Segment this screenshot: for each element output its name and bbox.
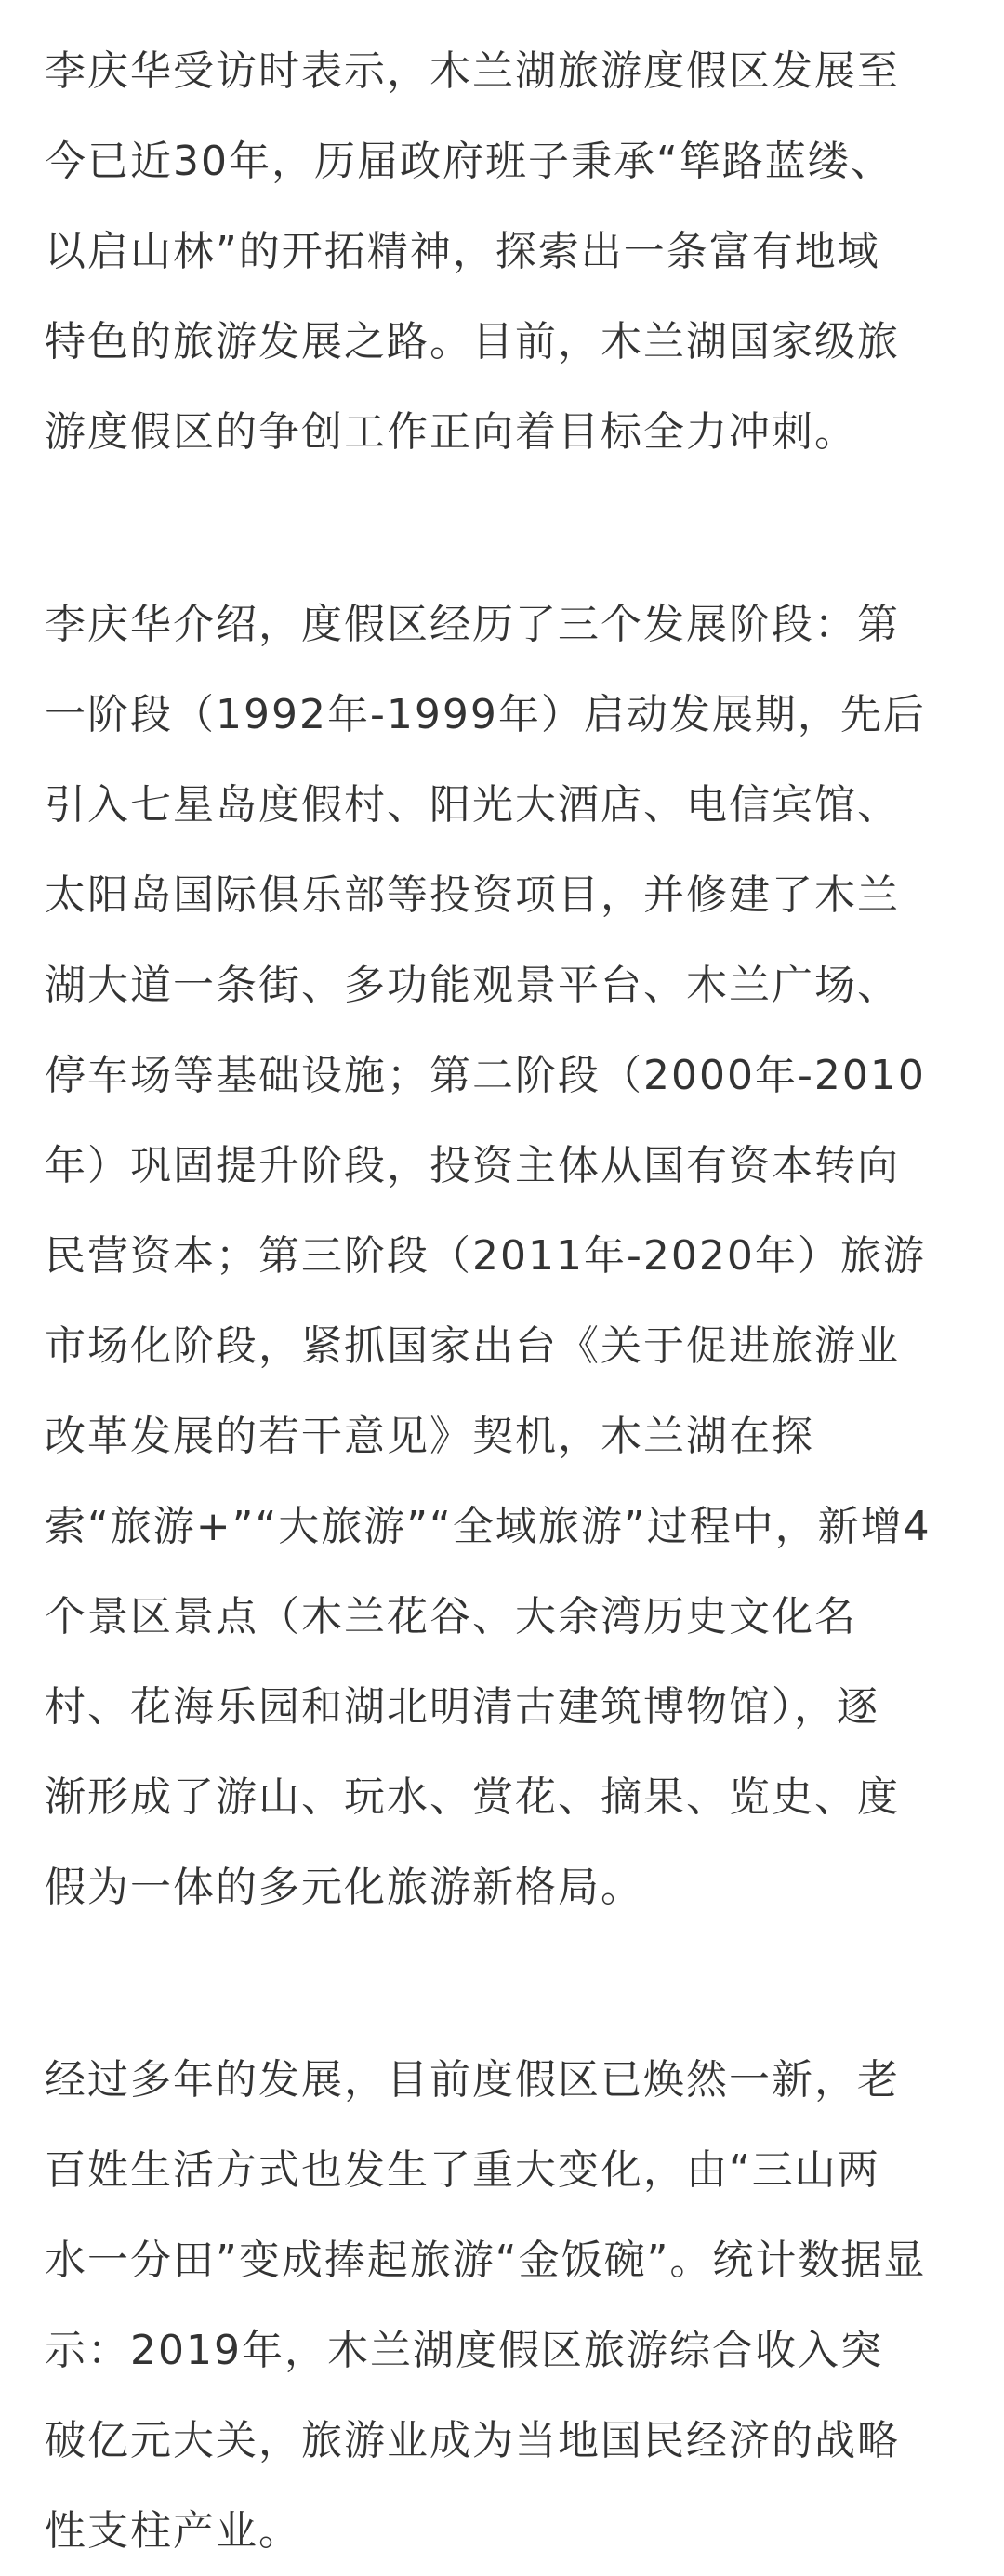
paragraph-1	[45, 26, 959, 477]
paragraph-1-line-2: 今已近30年，历届政府班子秉承“筚路蓝缕、	[45, 138, 893, 185]
paragraph-3-line-5: 破亿元大关，旅游业成为当地国民经济的战略	[45, 2417, 900, 2464]
paragraph-2-line-14: 渐形成了游山、玩水、赏花、摘果、览史、度	[45, 1773, 900, 1821]
paragraph-2-line-13: 村、花海乐园和湖北明清古建筑博物馆），逐	[45, 1683, 879, 1731]
paragraph-2-line-15: 假为一体的多元化旅游新格局。	[45, 1864, 643, 1911]
paragraph-2	[45, 579, 959, 1932]
paragraph-3-line-4: 示：2019年，木兰湖度假区旅游综合收入突	[45, 2327, 883, 2374]
paragraph-3-line-3: 水一分田”变成捧起旅游“金饭碗”。统计数据显	[45, 2237, 927, 2284]
paragraph-3	[45, 2035, 959, 2576]
paragraph-3-line-1: 经过多年的发展，目前度假区已焕然一新，老	[45, 2056, 900, 2104]
paragraph-2-line-1: 李庆华介绍，度假区经历了三个发展阶段：第	[45, 601, 900, 648]
paragraph-1-line-4: 特色的旅游发展之路。目前，木兰湖国家级旅	[45, 318, 900, 365]
paragraph-2-line-11: 索“旅游+”“大旅游”“全域旅游”过程中，新增4	[45, 1503, 931, 1550]
paragraph-1-line-3: 以启山林”的开拓精神，探索出一条富有地域	[45, 228, 880, 275]
paragraph-2-line-3: 引入七星岛度假村、阳光大酒店、电信宾馆、	[45, 781, 900, 829]
paragraph-2-line-9: 市场化阶段，紧抓国家出台《关于促进旅游业	[45, 1322, 900, 1370]
paragraph-3-line-6: 性支柱产业。	[45, 2507, 301, 2555]
paragraph-2-line-7: 年）巩固提升阶段，投资主体从国有资本转向	[45, 1142, 900, 1189]
paragraph-1-line-1: 李庆华受访时表示，木兰湖旅游度假区发展至	[45, 47, 900, 95]
paragraph-2-line-10: 改革发展的若干意见》契机，木兰湖在探	[45, 1413, 814, 1460]
paragraph-2-line-5: 湖大道一条街、多功能观景平台、木兰广场、	[45, 962, 900, 1009]
paragraph-1-line-5: 游度假区的争创工作正向着目标全力冲刺。	[45, 408, 857, 456]
paragraph-2-line-8: 民营资本；第三阶段（2011年-2020年）旅游	[45, 1232, 926, 1280]
paragraph-2-line-6: 停车场等基础设施；第二阶段（2000年-2010	[45, 1052, 926, 1099]
paragraph-2-line-4: 太阳岛国际俱乐部等投资项目，并修建了木兰	[45, 871, 900, 919]
paragraph-2-line-2: 一阶段（1992年-1999年）启动发展期，先后	[45, 691, 926, 738]
paragraph-2-line-12: 个景区景点（木兰花谷、大余湾历史文化名	[45, 1593, 857, 1640]
paragraph-3-line-2: 百姓生活方式也发生了重大变化，由“三山两	[45, 2146, 880, 2194]
